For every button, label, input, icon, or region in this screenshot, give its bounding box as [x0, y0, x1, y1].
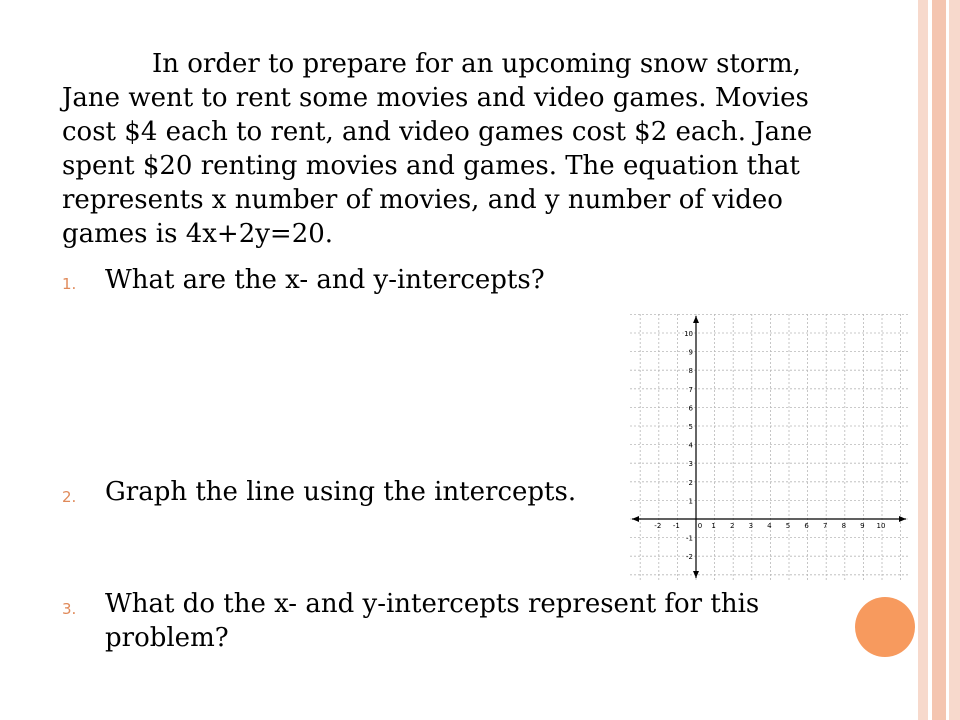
x-tick-label: 0 — [697, 522, 703, 530]
axis-arrow — [899, 516, 906, 522]
y-tick-label: 4 — [688, 441, 693, 450]
x-tick-label: 10 — [876, 522, 886, 530]
x-tick-label: 9 — [860, 522, 865, 530]
coordinate-grid — [628, 312, 910, 582]
axes — [632, 316, 906, 578]
decorative-stripe — [932, 0, 946, 720]
x-tick-label: -2 — [654, 522, 662, 530]
x-tick-label: -1 — [672, 522, 680, 530]
x-tick-label: 8 — [841, 522, 847, 530]
decorative-stripe — [949, 0, 960, 720]
x-tick-label: 2 — [729, 522, 735, 530]
y-tick-label: 3 — [688, 460, 693, 469]
y-tick-label: 5 — [688, 423, 693, 431]
x-tick-label: 5 — [785, 522, 791, 530]
question-3-number: 3. — [62, 600, 77, 618]
question-1-text: What are the x- and y-intercepts? — [105, 265, 545, 295]
decorative-circle — [855, 597, 915, 657]
y-tick-label: 8 — [688, 367, 693, 376]
question-1-number: 1. — [62, 275, 77, 293]
axis-arrow — [632, 516, 639, 522]
y-tick-label: 1 — [688, 497, 693, 506]
x-tick-label: 7 — [822, 522, 828, 530]
problem-statement: In order to prepare for an upcoming snow storm, Jane went to rent some movies and video games. Movies cost $4 each to rent, and video games cost $2 each. Jane spent $20 renting movies and games. The equation that represents x number of movies, and y number of video games is 4x+2y=20. — [62, 49, 813, 249]
y-tick-label: -2 — [686, 553, 693, 562]
grid-lines — [630, 314, 908, 580]
x-tick-label: 3 — [748, 522, 754, 530]
tick-labels — [654, 330, 885, 561]
y-tick-label: 7 — [688, 385, 693, 394]
question-2-text: Graph the line using the intercepts. — [105, 477, 577, 507]
y-tick-label: 9 — [688, 348, 693, 357]
x-tick-label: 1 — [711, 522, 716, 530]
axis-arrow — [693, 316, 699, 323]
y-tick-label: -1 — [686, 534, 693, 543]
y-tick-label: 2 — [688, 478, 693, 487]
y-tick-label: 10 — [684, 330, 693, 338]
question-3-text: What do the x- and y-intercepts represent for this problem? — [105, 589, 760, 653]
y-tick-label: 6 — [688, 404, 693, 413]
decorative-stripe — [918, 0, 928, 720]
question-2-number: 2. — [62, 488, 77, 506]
x-tick-label: 6 — [804, 522, 809, 530]
x-tick-label: 4 — [767, 522, 772, 530]
